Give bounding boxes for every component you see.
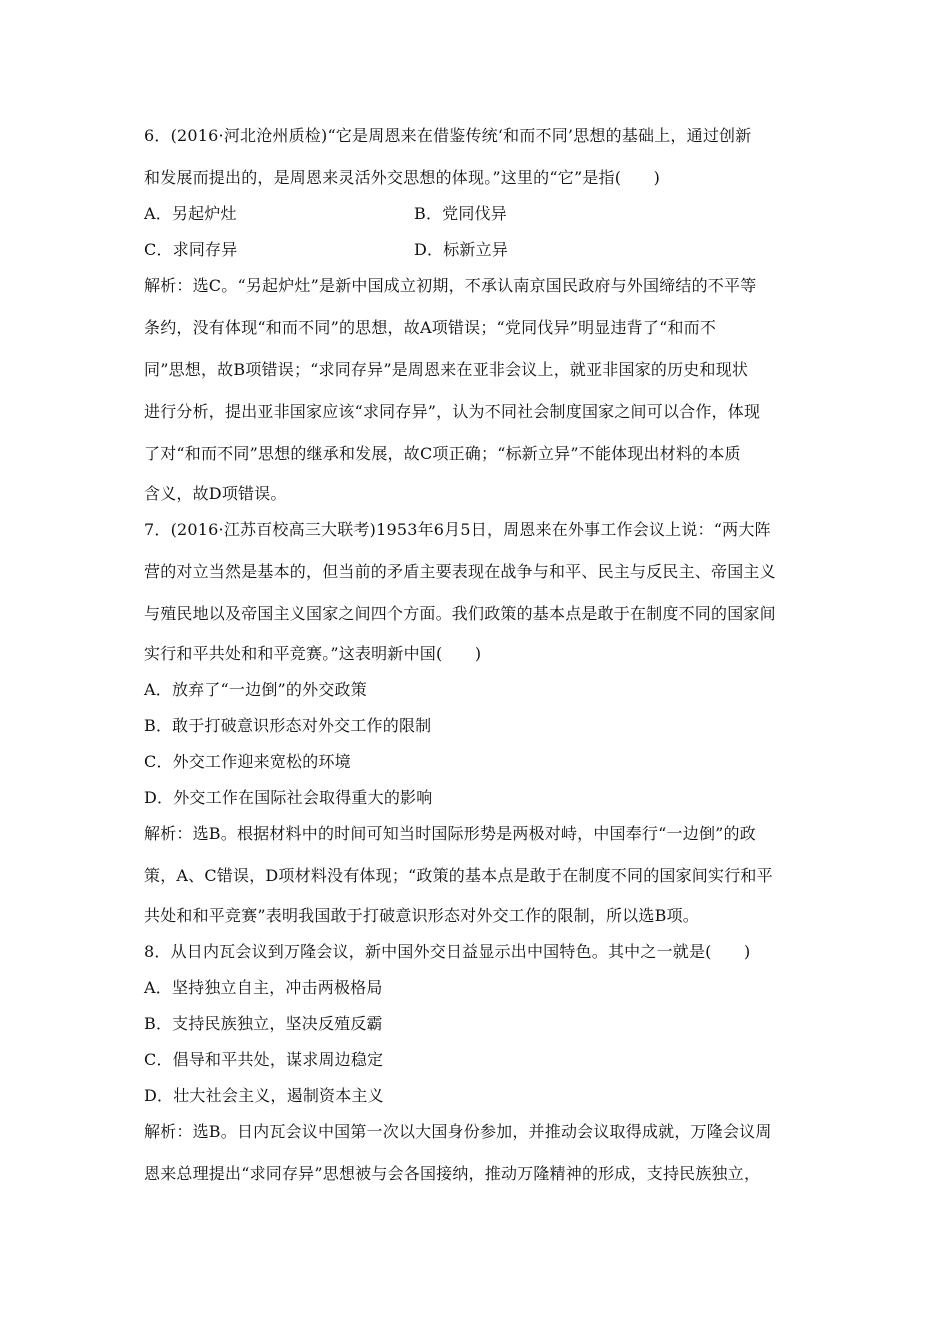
question-7-stem-line-4: 实行和平共处和和平竞赛。”这表明新中国( ) — [144, 644, 482, 663]
question-7-analysis-line-1: 解析：选B。根据材料中的时间可知当时国际形势是两极对峙，中国奉行“一边倒”的政 — [144, 824, 756, 843]
question-8-option-a: A．坚持独立自主，冲击两极格局 — [144, 978, 383, 997]
question-6-option-a: A．另起炉灶 — [144, 204, 237, 223]
question-7-option-c: C．外交工作迎来宽松的环境 — [144, 752, 351, 771]
question-6-stem-line-1: 6．(2016·河北沧州质检)“它是周恩来在借鉴传统‘和而不同’思想的基础上，通过创新 — [144, 126, 752, 145]
question-6-analysis-line-3: 同”思想，故B项错误；“求同存异”是周恩来在亚非会议上，就亚非国家的历史和现状 — [144, 360, 749, 379]
question-8-option-c: C．倡导和平共处，谋求周边稳定 — [144, 1050, 384, 1069]
question-7-analysis-line-2: 策，A、C错误，D项材料没有体现；“政策的基本点是敢于在制度不同的国家间实行和平 — [144, 866, 773, 885]
question-8-analysis-line-2: 恩来总理提出“求同存异”思想被与会各国接纳，推动万隆精神的形成，支持民族独立， — [144, 1164, 761, 1183]
question-6-analysis-line-5: 了对“和而不同”思想的继承和发展，故C项正确；“标新立异”不能体现出材料的本质 — [144, 444, 741, 463]
question-6-analysis-line-4: 进行分析，提出亚非国家应该“求同存异”，认为不同社会制度国家之间可以合作，体现 — [144, 402, 761, 421]
question-7-option-d: D．外交工作在国际社会取得重大的影响 — [144, 788, 433, 807]
question-7-stem-line-2: 营的对立当然是基本的，但当前的矛盾主要表现在战争与和平、民主与反民主、帝国主义 — [144, 562, 776, 581]
question-8-option-b: B．支持民族独立，坚决反殖反霸 — [144, 1014, 383, 1033]
question-8-analysis-line-1: 解析：选B。日内瓦会议中国第一次以大国身份参加，并推动会议取得成就，万隆会议周 — [144, 1122, 772, 1141]
question-6-option-c: C．求同存异 — [144, 240, 238, 259]
question-7-analysis-line-3: 共处和和平竞赛”表明我国敢于打破意识形态对外交工作的限制，所以选B项。 — [144, 906, 699, 925]
question-6-stem-line-2: 和发展而提出的，是周恩来灵活外交思想的体现。”这里的“它”是指( ) — [144, 168, 661, 187]
question-6-option-d: D．标新立异 — [414, 240, 509, 259]
question-8-stem-line-1: 8．从日内瓦会议到万隆会议，新中国外交日益显示出中国特色。其中之一就是( ) — [144, 942, 751, 961]
question-6-analysis-line-6: 含义，故D项错误。 — [144, 484, 287, 503]
question-7-stem-line-1: 7．(2016·江苏百校高三大联考)1953年6月5日，周恩来在外事工作会议上说：“两大阵 — [144, 520, 771, 539]
question-6-option-b: B．党同伐异 — [414, 204, 507, 223]
question-7-option-b: B．敢于打破意识形态对外交工作的限制 — [144, 716, 432, 735]
question-6-analysis-line-1: 解析：选C。“另起炉灶”是新中国成立初期，不承认南京国民政府与外国缔结的不平等 — [144, 276, 757, 295]
question-8-option-d: D．壮大社会主义，遏制资本主义 — [144, 1086, 384, 1105]
question-6-analysis-line-2: 条约，没有体现“和而不同”的思想，故A项错误；“党同伐异”明显违背了“和而不 — [144, 318, 717, 337]
question-7-option-a: A．放弃了“一边倒”的外交政策 — [144, 680, 367, 699]
question-7-stem-line-3: 与殖民地以及帝国主义国家之间四个方面。我们政策的基本点是敢于在制度不同的国家间 — [144, 604, 776, 623]
